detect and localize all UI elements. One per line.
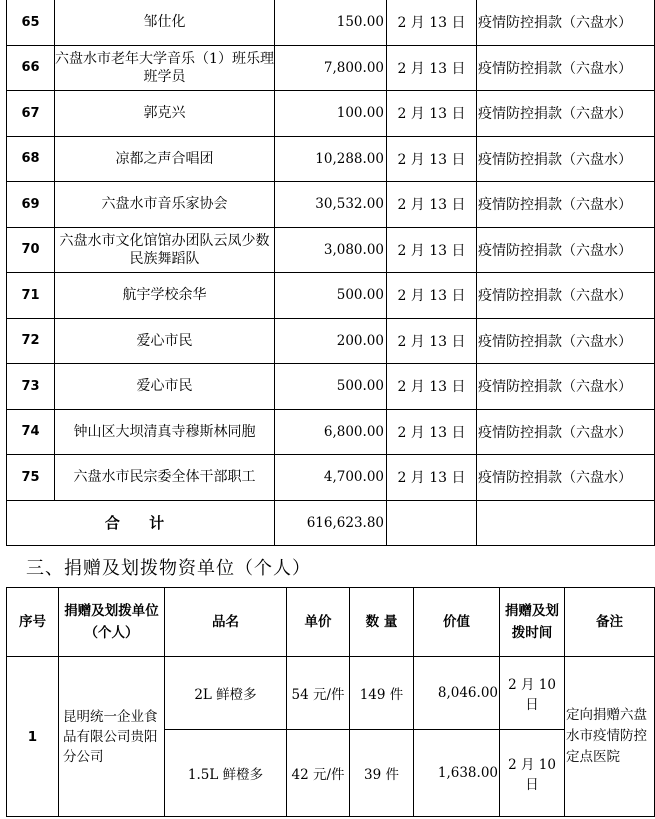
header-donor: 捐赠及划拨单位（个人）: [59, 588, 165, 657]
header-item: 品名: [165, 588, 287, 657]
donation-amount: 4,700.00: [275, 455, 387, 501]
donation-table: [6, 0, 655, 546]
empty-cell: [477, 500, 655, 545]
quantity: 39 件: [350, 730, 414, 817]
donation-time: 2 月 10 日: [500, 730, 565, 817]
goods-donation-table: [6, 587, 655, 817]
table-row: [7, 318, 655, 364]
total-label: 合 计: [7, 500, 275, 545]
table-row: [7, 45, 655, 91]
donation-amount: 100.00: [275, 91, 387, 137]
donor-name: 六盘水市音乐家协会: [55, 182, 275, 228]
donor-name: 邹仕化: [55, 0, 275, 45]
donor-name: 昆明统一企业食品有限公司贵阳分公司: [59, 657, 165, 817]
item-value: 8,046.00: [414, 657, 500, 730]
donation-date: 2 月 13 日: [387, 273, 477, 319]
row-number: 75: [7, 455, 55, 501]
table-row: [7, 227, 655, 273]
donation-purpose: 疫情防控捐款（六盘水）: [477, 318, 655, 364]
donation-purpose: 疫情防控捐款（六盘水）: [477, 409, 655, 455]
donation-date: 2 月 13 日: [387, 0, 477, 45]
row-number: 66: [7, 45, 55, 91]
donation-amount: 6,800.00: [275, 409, 387, 455]
row-number: 69: [7, 182, 55, 228]
donation-date: 2 月 13 日: [387, 409, 477, 455]
table-row: [7, 136, 655, 182]
row-number: 72: [7, 318, 55, 364]
donation-amount: 7,800.00: [275, 45, 387, 91]
table-row: [7, 657, 655, 730]
donation-date: 2 月 13 日: [387, 136, 477, 182]
row-number: 71: [7, 273, 55, 319]
donation-amount: 150.00: [275, 0, 387, 45]
total-amount: 616,623.80: [275, 500, 387, 545]
table-row: [7, 0, 655, 45]
donation-purpose: 疫情防控捐款（六盘水）: [477, 91, 655, 137]
donation-amount: 500.00: [275, 273, 387, 319]
item-name: 1.5L 鲜橙多: [165, 730, 287, 817]
header-note: 备注: [565, 588, 655, 657]
header-no: 序号: [7, 588, 59, 657]
donation-date: 2 月 13 日: [387, 182, 477, 228]
table-row: [7, 455, 655, 501]
table-row: [7, 364, 655, 410]
donation-date: 2 月 13 日: [387, 45, 477, 91]
donor-name: 爱心市民: [55, 364, 275, 410]
donation-purpose: 疫情防控捐款（六盘水）: [477, 227, 655, 273]
donation-table-body: [7, 0, 655, 545]
empty-cell: [387, 500, 477, 545]
header-row: [7, 588, 655, 657]
donor-name: 六盘水市民宗委全体干部职工: [55, 455, 275, 501]
donation-amount: 200.00: [275, 318, 387, 364]
donation-time: 2 月 10 日: [500, 657, 565, 730]
donation-purpose: 疫情防控捐款（六盘水）: [477, 0, 655, 45]
row-number: 68: [7, 136, 55, 182]
item-name: 2L 鲜橙多: [165, 657, 287, 730]
donation-purpose: 疫情防控捐款（六盘水）: [477, 136, 655, 182]
header-time: 捐赠及划拨时间: [500, 588, 565, 657]
donor-name: 航宇学校余华: [55, 273, 275, 319]
row-number: 73: [7, 364, 55, 410]
donor-name: 六盘水市老年大学音乐（1）班乐理班学员: [55, 45, 275, 91]
donation-purpose: 疫情防控捐款（六盘水）: [477, 45, 655, 91]
donor-name: 爱心市民: [55, 318, 275, 364]
donor-name: 凉都之声合唱团: [55, 136, 275, 182]
donation-amount: 30,532.00: [275, 182, 387, 228]
donation-amount: 500.00: [275, 364, 387, 410]
donation-date: 2 月 13 日: [387, 318, 477, 364]
section-title: 三、捐赠及划拨物资单位（个人）: [26, 558, 311, 579]
donation-amount: 3,080.00: [275, 227, 387, 273]
header-quantity: 数 量: [350, 588, 414, 657]
donor-name: 六盘水市文化馆馆办团队云凤少数民族舞蹈队: [55, 227, 275, 273]
donation-date: 2 月 13 日: [387, 455, 477, 501]
donation-purpose: 疫情防控捐款（六盘水）: [477, 364, 655, 410]
donation-amount: 10,288.00: [275, 136, 387, 182]
table-row: [7, 273, 655, 319]
table-row: [7, 409, 655, 455]
donor-name: 钟山区大坝清真寺穆斯林同胞: [55, 409, 275, 455]
item-value: 1,638.00: [414, 730, 500, 817]
row-number: 67: [7, 91, 55, 137]
header-unit-price: 单价: [287, 588, 350, 657]
row-number: 65: [7, 0, 55, 45]
header-value: 价值: [414, 588, 500, 657]
unit-price: 54 元/件: [287, 657, 350, 730]
donation-date: 2 月 13 日: [387, 91, 477, 137]
donation-date: 2 月 13 日: [387, 364, 477, 410]
donation-purpose: 疫情防控捐款（六盘水）: [477, 182, 655, 228]
row-number: 70: [7, 227, 55, 273]
row-number: 1: [7, 657, 59, 817]
donation-purpose: 疫情防控捐款（六盘水）: [477, 273, 655, 319]
quantity: 149 件: [350, 657, 414, 730]
table-row: [7, 91, 655, 137]
note: 定向捐赠六盘水市疫情防控定点医院: [565, 657, 655, 817]
donation-date: 2 月 13 日: [387, 227, 477, 273]
donation-purpose: 疫情防控捐款（六盘水）: [477, 455, 655, 501]
row-number: 74: [7, 409, 55, 455]
table-row: [7, 182, 655, 228]
total-row: [7, 500, 655, 545]
donor-name: 郭克兴: [55, 91, 275, 137]
unit-price: 42 元/件: [287, 730, 350, 817]
